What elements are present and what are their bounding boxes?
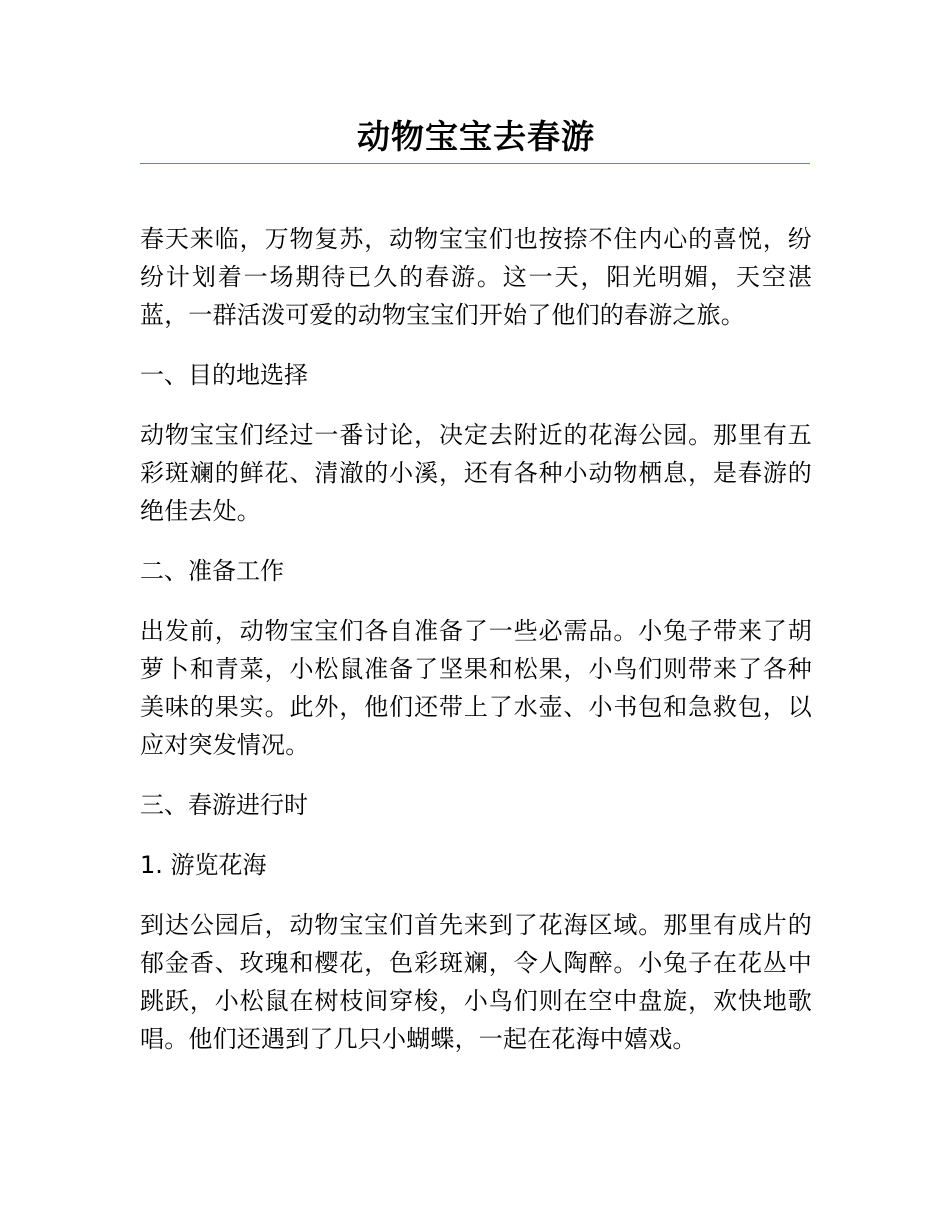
document-page — [140, 0, 812, 1080]
section-paragraph-preparation: 出发前，动物宝宝们各自准备了一些必需品。小兔子带来了胡萝卜和青菜，小松鼠准备了坚果和松果，小鸟们则带来了各种美味的果实。此外，他们还带上了水壶、小书包和急救包，以应对突发情况。 — [140, 617, 812, 759]
subsection-heading-flower-sea: 1. 游览花海 — [140, 851, 267, 879]
title-underline — [140, 163, 810, 164]
section-heading-preparation: 二、准备工作 — [140, 557, 284, 585]
document-title: 动物宝宝去春游 — [357, 117, 595, 156]
document-body — [140, 220, 812, 1058]
intro-paragraph: 春天来临，万物复苏，动物宝宝们也按捺不住内心的喜悦，纷纷计划着一场期待已久的春游。这一天，阳光明媚，天空湛蓝，一群活泼可爱的动物宝宝们开始了他们的春游之旅。 — [140, 225, 812, 329]
section-paragraph-destination: 动物宝宝们经过一番讨论，决定去附近的花海公园。那里有五彩斑斓的鲜花、清澈的小溪，还有各种小动物栖息，是春游的绝佳去处。 — [140, 421, 812, 525]
section-heading-destination: 一、目的地选择 — [140, 361, 308, 389]
subsection-paragraph-flower-sea: 到达公园后，动物宝宝们首先来到了花海区域。那里有成片的郁金香、玫瑰和樱花，色彩斑斓，令人陶醉。小兔子在花丛中跳跃，小松鼠在树枝间穿梭，小鸟们则在空中盘旋，欢快地歌唱。他们还遇到了几只小蝴蝶，一起在花海中嬉戏。 — [140, 911, 812, 1053]
section-heading-trip: 三、春游进行时 — [140, 791, 308, 819]
